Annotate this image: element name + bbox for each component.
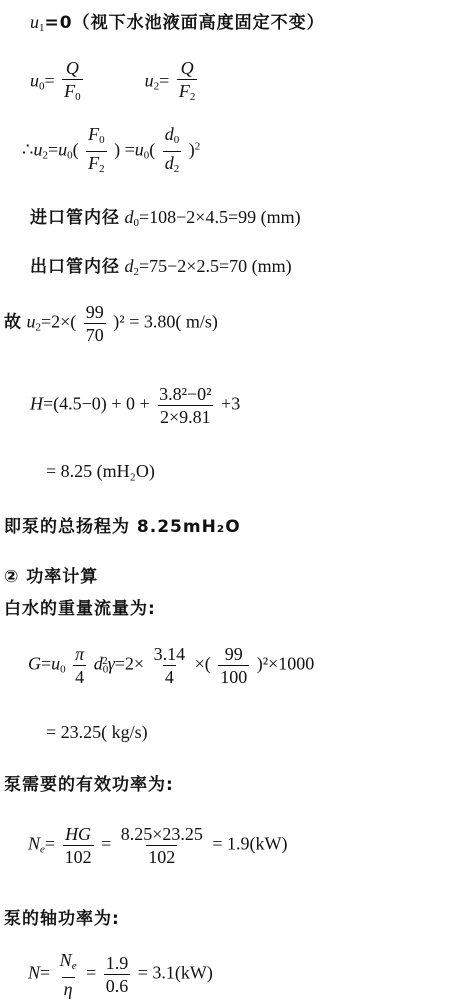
d0-over-d2: $\frac{d_0}{d_2}$ — [163, 124, 182, 179]
q-over-f0: $\frac{Q}{F_0}$ — [62, 58, 83, 107]
g-frac-1: $\frac{3.14}{4}$ — [153, 644, 186, 687]
hg-over-102: $\frac{HG}{102}$ — [64, 824, 92, 867]
gu-prefix: 故 — [4, 312, 22, 333]
n-numeric: $\frac{1.9}{0.6}$ — [105, 953, 129, 996]
line-u1: $u_1=0$（视下水池液面高度固定不变） — [30, 12, 325, 34]
ne-over-eta: $\frac{N_e}{\eta}$ — [59, 950, 77, 999]
head-velocity-term: $\frac{\text{3.8²−0²}}{2\times 9.81}$ — [159, 384, 212, 427]
line-outlet-diameter: 出口管内径 $d_2=75-2\times 2.5=70$ (mm) — [30, 256, 292, 278]
section-power-heading: ② 功率计算 — [4, 567, 99, 587]
head-prefix: =(4.5−0) + 0 + — [43, 393, 150, 414]
f0-over-f2: $\frac{F_0}{F_2}$ — [86, 124, 107, 179]
line-effective-power: $N_e=$ $\frac{HG}{102}$ = $\frac{8.25\times 23.25}{102}$ = 1.9(kW) — [28, 824, 288, 867]
line-u0-u2: $u_0=$ $\frac{Q}{F_0}$ $u_2=$ $\frac{Q}{F_2}$ — [30, 58, 200, 107]
line-therefore: $\therefore u_2=u_0$( $\frac{F_0}{F_2}$ ) $=u_0$( $\frac{d_0}{d_2}$ )$^2$ — [22, 124, 200, 179]
line-white-water-flow: 白水的重量流量为: — [4, 599, 156, 619]
line-inlet-diameter: 进口管内径 $d_0=108-2\times 4.5=99$ (mm) — [30, 207, 301, 229]
line-head: H=(4.5−0) + 0 + $\frac{\text{3.8²−0²}}{2\times 9.81}$ +3 — [30, 384, 241, 427]
line-head-result: = 8.25 (mH₂O) — [46, 461, 155, 481]
line-effective-power-label: 泵需要的有效功率为: — [4, 775, 174, 795]
outlet-diameter-label: 出口管内径 — [30, 257, 120, 277]
u1-condition: =0（视下水池液面高度固定不变） — [44, 13, 325, 33]
q-over-f2: $\frac{Q}{F_2}$ — [177, 58, 198, 107]
line-u2-value: 故 $u_2=2\times$( $\frac{99}{70}$ )² = 3.80( m/s) — [4, 302, 218, 345]
inlet-diameter-label: 进口管内径 — [30, 208, 120, 228]
head-suffix: +3 — [221, 393, 241, 414]
u2-result: )² = 3.80( m/s) — [113, 311, 218, 332]
line-total-head: 即泵的总扬程为 8.25mH₂O — [4, 517, 241, 537]
line-shaft-power-label: 泵的轴功率为: — [4, 909, 120, 929]
line-weight-flow: $G=u_0$ $\frac{\pi}{4}$ $d_0^2\gamma=2\times$ $\frac{3.14}{4}$ ×( $\frac{99}{100}$ )²×1000 — [28, 644, 315, 687]
pi-over-4: $\frac{\pi}{4}$ — [75, 644, 85, 687]
ne-numeric: $\frac{8.25\times 23.25}{102}$ — [120, 824, 203, 867]
g-frac-2: $\frac{99}{100}$ — [220, 644, 248, 687]
line-weight-flow-result: = 23.25( kg/s) — [46, 722, 148, 742]
outlet-diameter-eq: =75−2×2.5=70 (mm) — [139, 256, 292, 276]
line-shaft-power: N= $\frac{N_e}{\eta}$ = $\frac{1.9}{0.6}$ = 3.1(kW) — [28, 950, 213, 999]
u2-ratio: $\frac{99}{70}$ — [85, 302, 104, 345]
inlet-diameter-eq: =108−2×4.5=99 (mm) — [139, 207, 301, 227]
